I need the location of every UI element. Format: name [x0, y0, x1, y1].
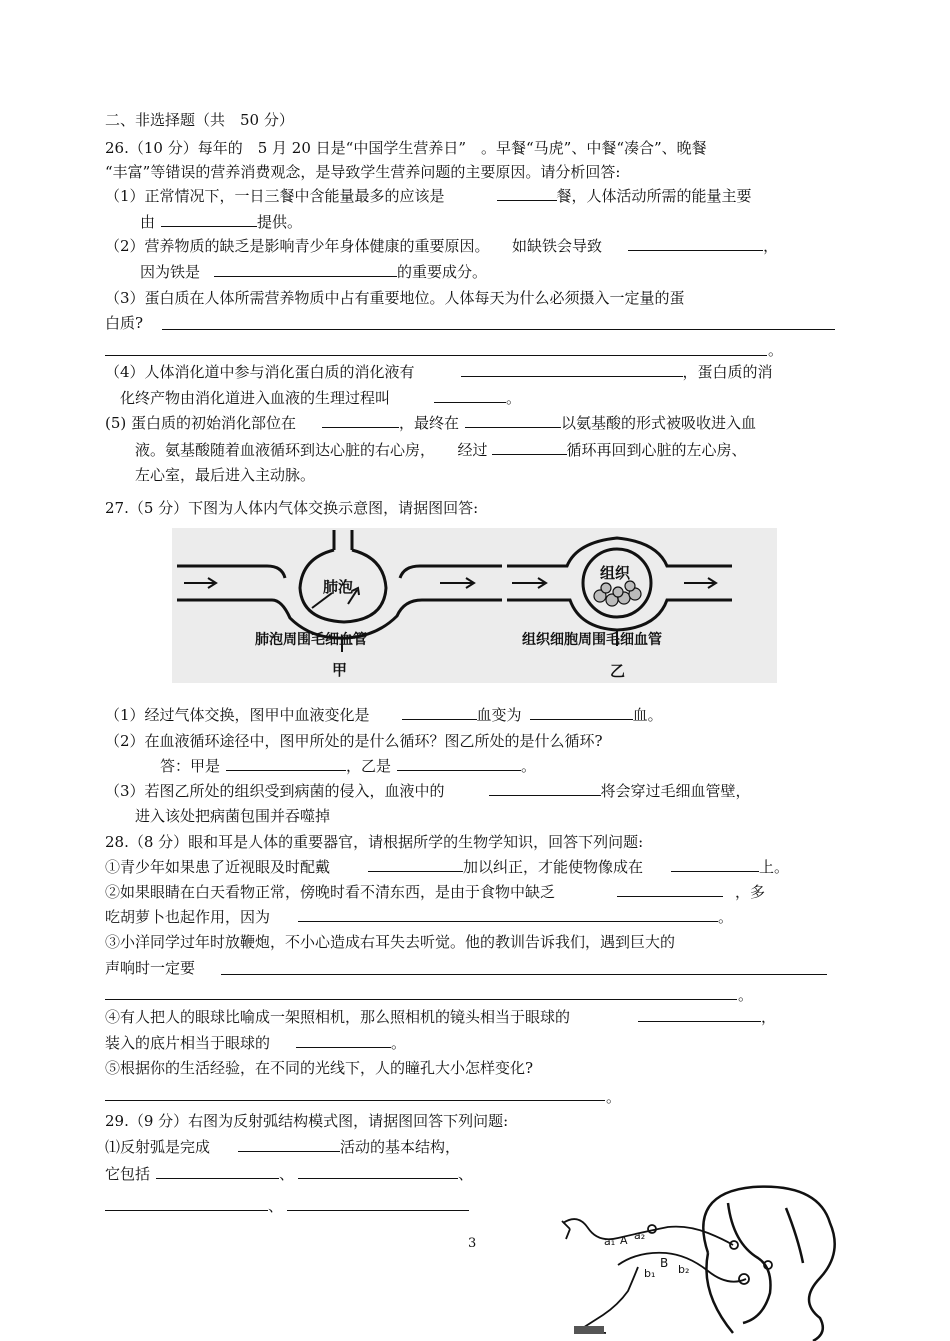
q27-part1: （1）经过气体交换，图甲中血液变化是 血变为 血。 [105, 706, 663, 724]
answer-blank[interactable] [530, 705, 633, 720]
fig-b-inner-label: 组织 [600, 564, 631, 582]
answer-line[interactable] [162, 329, 835, 330]
answer-blank[interactable] [489, 781, 601, 796]
q27-part2-answer: 答：甲是 ，乙是 。 [160, 757, 537, 775]
answer-blank[interactable] [492, 440, 567, 455]
q26-part3-period: 。 [768, 341, 784, 359]
section-title: 二、非选择题（共 50 分） [105, 111, 294, 129]
q28-item1: ①青少年如果患了近视眼及时配戴 加以纠正，才能使物像成在 上。 [105, 858, 790, 876]
label-b2: b₂ [678, 1263, 690, 1276]
fig-a-inner-label: 肺泡 [323, 578, 354, 596]
answer-blank[interactable] [214, 262, 397, 277]
fig-a-caption: 肺泡周围毛细血管 [255, 632, 367, 648]
answer-line[interactable] [105, 999, 737, 1000]
q28-item5: ⑤根据你的生活经验，在不同的光线下，人的瞳孔大小怎样变化? [105, 1059, 534, 1077]
q26-part2-cont: 因为铁是 的重要成分。 [140, 263, 488, 281]
fig-b-label: 乙 [610, 662, 626, 680]
gas-exchange-figure [172, 528, 777, 683]
q26-part5-cont: 液。氨基酸随着血液循环到达心脏的右心房， 经过 循环再回到心脏的左心房、 [135, 441, 747, 459]
q26-part3: （3）蛋白质在人体所需营养物质中占有重要地位。人体每天为什么必须摄入一定量的蛋 [105, 289, 685, 307]
q29-title: 29.（9 分）右图为反射弧结构模式图，请据图回答下列问题: [105, 1112, 509, 1130]
q27-part2: （2）在血液循环途径中，图甲所处的是什么循环？图乙所处的是什么循环? [105, 732, 603, 750]
answer-blank[interactable] [298, 1164, 458, 1179]
q26-part1-cont: 由 提供。 [140, 213, 303, 231]
q28-item3-period: 。 [738, 986, 754, 1004]
fig-a-label: 甲 [332, 661, 348, 679]
q28-item4: ④有人把人的眼球比喻成一架照相机，那么照相机的镜头相当于眼球的 ， [105, 1008, 777, 1026]
answer-blank[interactable] [156, 1164, 279, 1179]
page-number: 3 [468, 1236, 477, 1251]
q28-item4-cont: 装入的底片相当于眼球的 。 [105, 1034, 407, 1052]
q29-part1: ⑴反射弧是完成 活动的基本结构， [105, 1138, 461, 1156]
q26-part1: （1）正常情况下，一日三餐中含能量最多的应该是 餐，人体活动所需的能量主要 [105, 187, 752, 205]
answer-blank[interactable] [226, 756, 346, 771]
answer-blank[interactable] [296, 1033, 391, 1048]
q26-part3-cont: 白质? [105, 314, 144, 332]
answer-line[interactable] [105, 1100, 605, 1101]
answer-blank[interactable] [368, 857, 463, 872]
answer-line[interactable] [105, 355, 767, 356]
q28-item2: ②如果眼睛在白天看物正常，傍晚时看不清东西，是由于食物中缺乏 ，多 [105, 883, 766, 901]
q29-part1-list2: 、 [105, 1196, 469, 1216]
label-B: B [660, 1256, 669, 1270]
answer-blank[interactable] [465, 413, 561, 428]
label-b1: b₁ [644, 1267, 656, 1280]
answer-line[interactable] [221, 974, 827, 975]
q28-title: 28.（8 分）眼和耳是人体的重要器官，请根据所学的生物学知识，回答下列问题: [105, 833, 644, 851]
reflex-arc-figure [558, 1183, 858, 1341]
answer-blank[interactable] [397, 756, 521, 771]
fig-b-caption: 组织细胞周围毛细血管 [522, 632, 662, 648]
answer-blank[interactable] [402, 705, 477, 720]
answer-blank[interactable] [638, 1007, 761, 1022]
q27-title: 27.（5 分）下图为人体内气体交换示意图，请据图回答: [105, 499, 479, 517]
q27-part3: （3）若图乙所处的组织受到病菌的侵入，血液中的 将会穿过毛细血管壁， [105, 782, 751, 800]
label-a1: a₁ [604, 1235, 616, 1248]
answer-blank[interactable] [628, 236, 763, 251]
q28-item3: ③小洋同学过年时放鞭炮，不小心造成右耳失去听觉。他的教训告诉我们，遇到巨大的 [105, 933, 676, 951]
answer-blank[interactable] [617, 882, 723, 897]
q26-line1: 26.（10 分）每年的 5 月 20 日是“中国学生营养日” 。早餐“马虎”、中餐“凑合”、晚餐 [105, 139, 707, 157]
q28-item5-period: 。 [606, 1088, 622, 1106]
answer-blank[interactable] [461, 362, 683, 377]
q26-part2: （2）营养物质的缺乏是影响青少年身体健康的重要原因。 如缺铁会导致 ， [105, 237, 779, 255]
answer-blank[interactable] [497, 186, 557, 201]
q28-item3-cont: 声响时一定要 [105, 959, 196, 977]
q26-part4: （4）人体消化道中参与消化蛋白质的消化液有 ，蛋白质的消 [105, 363, 773, 381]
answer-blank[interactable] [298, 907, 718, 922]
answer-blank[interactable] [434, 388, 506, 403]
answer-blank[interactable] [671, 857, 759, 872]
q28-item2-cont: 吃胡萝卜也起作用，因为 。 [105, 908, 734, 926]
label-a2: a₂ [634, 1229, 646, 1242]
answer-blank[interactable] [287, 1196, 469, 1211]
q27-part3-cont: 进入该处把病菌包围并吞噬掉 [135, 807, 331, 825]
q26-part5: (5) 蛋白质的初始消化部位在 ，最终在 以氨基酸的形式被吸收进入血 [105, 414, 757, 432]
q29-part1-list: 它包括 、 、 [105, 1165, 474, 1183]
answer-blank[interactable] [105, 1196, 268, 1211]
q26-part4-cont: 化终产物由消化道进入血液的生理过程叫 。 [120, 389, 522, 407]
q26-line2: “丰富”等错误的营养消费观念，是导致学生营养问题的主要原因。请分析回答: [105, 163, 621, 181]
answer-blank[interactable] [161, 212, 257, 227]
q26-part5-end: 左心室，最后进入主动脉。 [135, 466, 316, 484]
answer-blank[interactable] [322, 413, 399, 428]
label-A: A [620, 1234, 628, 1247]
answer-blank[interactable] [238, 1137, 340, 1152]
